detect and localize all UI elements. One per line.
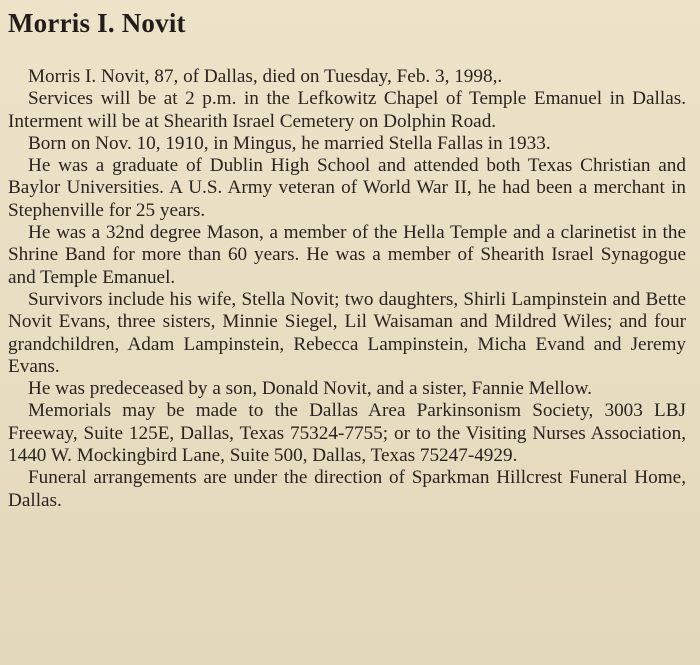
paragraph-survivors: Survivors include his wife, Stella Novit; two daughters, Shirli Lampinstein and Bette Novit Evans, three sisters, Minnie Siegel, Lil Waisaman and Mildred Wiles; and four grandchildren, Adam Lampinstein, Rebecca Lampinstein, Micha Evand and Jeremy Evans. bbox=[8, 288, 686, 377]
paragraph-death-notice: Morris I. Novit, 87, of Dallas, died on Tuesday, Feb. 3, 1998,. bbox=[28, 66, 503, 87]
obituary-body bbox=[8, 66, 686, 512]
paragraph-memberships: He was a 32nd degree Mason, a member of the Hella Temple and a clarinetist in the Shrine Band for more than 60 years. He was a member of Shearith Israel Synagogue and Temple Emanuel. bbox=[8, 222, 686, 288]
paragraph-arrangements: Funeral arrangements are under the direction of Sparkman Hillcrest Funeral Home, Dallas. bbox=[8, 467, 686, 511]
paragraph-memorials: Memorials may be made to the Dallas Area Parkinsonism Society, 3003 LBJ Freeway, Suite 125E, Dallas, Texas 75324-7755; or to the Visiting Nurses Association, 1440 W. Mockingbird Lane, Suite 500, Dallas, Texas 75247-4929. bbox=[8, 400, 686, 467]
paragraph-education-career: He was a graduate of Dublin High School and attended both Texas Christian and Baylor Universities. A U.S. Army veteran of World War II, he had been a merchant in Stephenville for 25 years. bbox=[8, 155, 686, 221]
obituary-headline: Morris I. Novit bbox=[8, 8, 186, 38]
paragraph-birth-marriage: Born on Nov. 10, 1910, in Mingus, he married Stella Fallas in 1933. bbox=[28, 132, 551, 154]
paragraph-services: Services will be at 2 p.m. in the Lefkowitz Chapel of Temple Emanuel in Dallas. Interment will be at Shearith Israel Cemetery on Dolphin Road. bbox=[8, 88, 686, 132]
paragraph-predeceased: He was predeceased by a son, Donald Novit, and a sister, Fannie Mellow. bbox=[28, 378, 592, 400]
